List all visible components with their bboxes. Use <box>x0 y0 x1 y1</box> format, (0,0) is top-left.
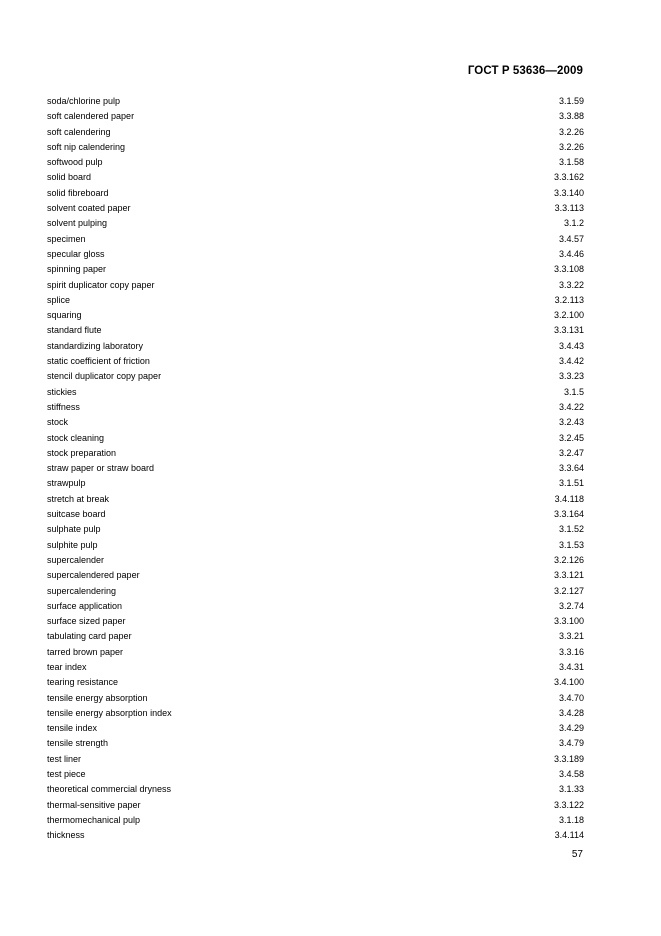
index-entry <box>47 706 584 721</box>
index-reference: 3.2.113 <box>554 294 584 305</box>
index-entry <box>47 431 584 446</box>
index-term: sulphate pulp <box>47 524 101 535</box>
index-reference: 3.3.22 <box>558 279 584 290</box>
index-term: surface sized paper <box>47 616 126 627</box>
index-term: test liner <box>47 753 82 764</box>
index-term: tensile index <box>47 723 98 734</box>
index-term: stretch at break <box>47 493 110 504</box>
page-number: 57 <box>571 849 583 860</box>
index-reference: 3.1.52 <box>558 524 584 535</box>
index-reference: 3.3.64 <box>558 463 584 474</box>
index-term: tarred brown paper <box>47 646 124 657</box>
index-entry <box>47 507 584 522</box>
index-reference: 3.3.21 <box>558 631 584 642</box>
index-reference: 3.3.162 <box>553 172 584 183</box>
index-reference: 3.1.53 <box>558 539 584 550</box>
index-term: softwood pulp <box>47 157 103 168</box>
index-reference: 3.4.43 <box>558 340 584 351</box>
index-term: spinning paper <box>47 264 107 275</box>
index-term: supercalendering <box>47 585 117 596</box>
index-reference: 3.2.43 <box>558 417 584 428</box>
index-reference: 3.3.113 <box>554 203 584 214</box>
index-reference: 3.1.33 <box>558 784 584 795</box>
index-reference: 3.2.126 <box>553 554 584 565</box>
index-term: tensile strength <box>47 738 109 749</box>
index-entry <box>47 415 584 430</box>
index-term: solvent coated paper <box>47 203 131 214</box>
index-term: stock preparation <box>47 447 117 458</box>
index-term: tearing resistance <box>47 677 119 688</box>
index-reference: 3.3.140 <box>553 187 584 198</box>
index-reference: 3.3.131 <box>553 325 584 336</box>
index-term: surface application <box>47 600 123 611</box>
index-entry <box>47 614 584 629</box>
index-term: tabulating card paper <box>47 631 132 642</box>
index-entry <box>47 446 584 461</box>
index-entry <box>47 94 584 109</box>
index-entry <box>47 721 584 736</box>
index-term: straw paper or straw board <box>47 463 155 474</box>
index-term: solid fibreboard <box>47 187 109 198</box>
index-reference: 3.2.26 <box>558 126 584 137</box>
index-reference: 3.3.88 <box>558 111 584 122</box>
index-reference: 3.3.108 <box>553 264 584 275</box>
index-reference: 3.3.23 <box>558 371 584 382</box>
index-entry <box>47 125 584 140</box>
index-term: soft calendered paper <box>47 111 135 122</box>
index-term: stock <box>47 417 69 428</box>
index-term: stickies <box>47 386 77 397</box>
index-reference: 3.4.42 <box>558 356 584 367</box>
index-term: tensile energy absorption <box>47 692 148 703</box>
index-entry <box>47 461 584 476</box>
index-reference: 3.3.122 <box>553 799 584 810</box>
index-term: squaring <box>47 310 82 321</box>
index-reference: 3.4.79 <box>558 738 584 749</box>
index-reference: 3.3.16 <box>558 646 584 657</box>
index-term: tear index <box>47 661 87 672</box>
index-term: solvent pulping <box>47 218 108 229</box>
index-entry <box>47 186 584 201</box>
index-entry <box>47 140 584 155</box>
index-term: splice <box>47 294 71 305</box>
index-reference: 3.4.57 <box>558 233 584 244</box>
index-entry <box>47 476 584 491</box>
index-reference: 3.4.22 <box>558 401 584 412</box>
index-entry <box>47 782 584 797</box>
index-term: stiffness <box>47 401 80 412</box>
index-term: thickness <box>47 830 85 841</box>
index-entry <box>47 293 584 308</box>
index-term: test piece <box>47 769 86 780</box>
index-entry <box>47 522 584 537</box>
index-reference: 3.4.100 <box>553 677 584 688</box>
index-reference: 3.2.47 <box>558 447 584 458</box>
index-term: theoretical commercial dryness <box>47 784 172 795</box>
index-term: thermomechanical pulp <box>47 814 141 825</box>
index-entry <box>47 201 584 216</box>
index-entry <box>47 752 584 767</box>
term-index-list <box>47 94 584 844</box>
index-reference: 3.4.29 <box>558 723 584 734</box>
index-entry <box>47 736 584 751</box>
index-reference: 3.2.45 <box>558 432 584 443</box>
index-reference: 3.4.31 <box>558 661 584 672</box>
index-reference: 3.3.189 <box>553 753 584 764</box>
index-entry <box>47 798 584 813</box>
index-entry <box>47 691 584 706</box>
index-term: specular gloss <box>47 248 105 259</box>
index-entry <box>47 278 584 293</box>
index-term: thermal-sensitive paper <box>47 799 141 810</box>
index-entry <box>47 155 584 170</box>
index-entry <box>47 385 584 400</box>
index-entry <box>47 339 584 354</box>
index-entry <box>47 369 584 384</box>
index-term: spirit duplicator copy paper <box>47 279 155 290</box>
index-reference: 3.1.58 <box>558 157 584 168</box>
index-entry <box>47 813 584 828</box>
index-term: soft nip calendering <box>47 141 126 152</box>
index-reference: 3.1.59 <box>558 96 584 106</box>
index-reference: 3.4.114 <box>554 830 584 841</box>
index-reference: 3.1.51 <box>558 478 584 489</box>
index-term: supercalendered paper <box>47 570 140 581</box>
index-entry <box>47 568 584 583</box>
index-reference: 3.3.121 <box>553 570 584 581</box>
index-reference: 3.1.18 <box>558 814 584 825</box>
index-term: static coefficient of friction <box>47 356 150 367</box>
index-entry <box>47 109 584 124</box>
index-entry <box>47 262 584 277</box>
index-reference: 3.1.2 <box>563 218 584 229</box>
index-term: standard flute <box>47 325 102 336</box>
index-entry <box>47 828 584 843</box>
index-term: suitcase board <box>47 509 106 520</box>
index-term: standardizing laboratory <box>47 340 144 351</box>
index-term: sulphite pulp <box>47 539 98 550</box>
index-reference: 3.4.58 <box>558 769 584 780</box>
index-term: strawpulp <box>47 478 86 489</box>
index-reference: 3.4.118 <box>554 493 584 504</box>
index-entry <box>47 308 584 323</box>
index-term: tensile energy absorption index <box>47 707 172 718</box>
index-entry <box>47 354 584 369</box>
index-term: soft calendering <box>47 126 111 137</box>
index-entry <box>47 599 584 614</box>
index-entry <box>47 232 584 247</box>
index-term: specimen <box>47 233 86 244</box>
index-entry <box>47 660 584 675</box>
index-entry <box>47 553 584 568</box>
index-reference: 3.4.46 <box>558 248 584 259</box>
index-entry <box>47 492 584 507</box>
index-entry <box>47 323 584 338</box>
document-standard-header: ГОСТ Р 53636—2009 <box>467 65 583 77</box>
index-entry <box>47 216 584 231</box>
index-term: solid board <box>47 172 92 183</box>
index-reference: 3.4.28 <box>558 707 584 718</box>
index-reference: 3.1.5 <box>563 386 584 397</box>
index-term: stencil duplicator copy paper <box>47 371 162 382</box>
index-reference: 3.3.164 <box>553 509 584 520</box>
index-entry <box>47 645 584 660</box>
index-reference: 3.4.70 <box>558 692 584 703</box>
index-term: soda/chlorine pulp <box>47 96 121 106</box>
index-entry <box>47 629 584 644</box>
index-entry <box>47 247 584 262</box>
index-term: supercalender <box>47 554 105 565</box>
index-entry <box>47 675 584 690</box>
index-reference: 3.2.26 <box>558 141 584 152</box>
index-reference: 3.2.127 <box>553 585 584 596</box>
index-entry <box>47 538 584 553</box>
index-reference: 3.3.100 <box>553 616 584 627</box>
index-entry <box>47 767 584 782</box>
index-term: stock cleaning <box>47 432 105 443</box>
index-entry <box>47 170 584 185</box>
index-reference: 3.2.74 <box>558 600 584 611</box>
index-entry <box>47 584 584 599</box>
index-entry <box>47 400 584 415</box>
index-reference: 3.2.100 <box>553 310 584 321</box>
